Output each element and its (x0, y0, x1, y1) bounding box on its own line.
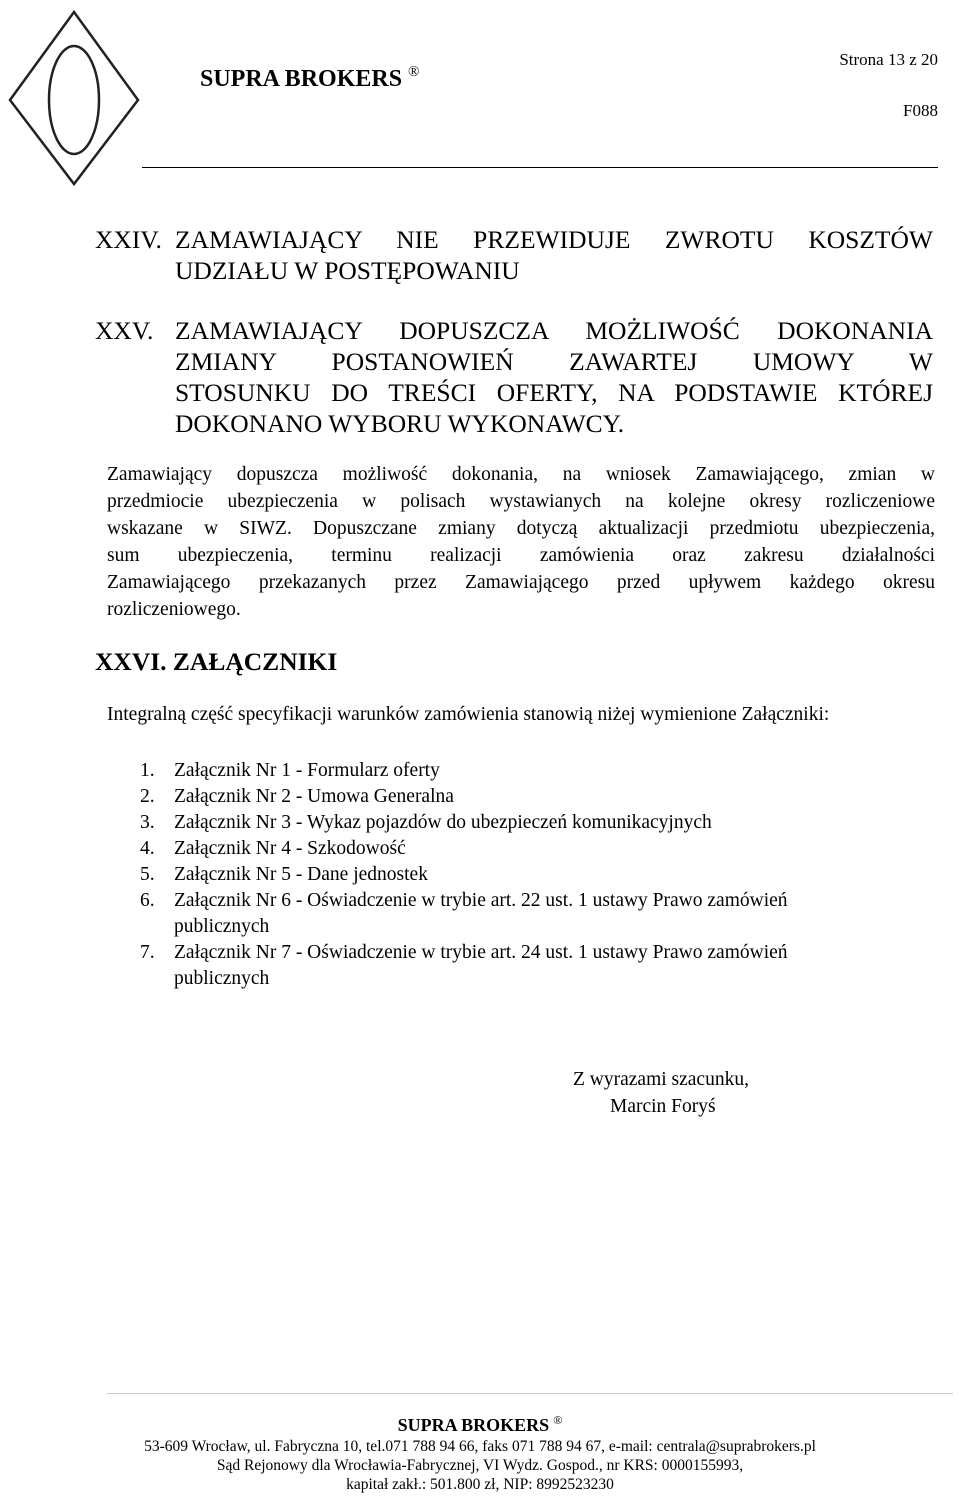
item-number: 1. (140, 760, 155, 781)
item-text-continuation: publicznych (174, 916, 270, 937)
item-number: 3. (140, 812, 155, 833)
registered-mark: ® (553, 1413, 563, 1427)
footer-divider (107, 1393, 953, 1394)
company-logo (6, 8, 142, 188)
item-text: Załącznik Nr 6 - Oświadczenie w trybie art. 22 ust. 1 ustawy Prawo zamówień (174, 890, 788, 911)
heading-line: DOKONANO WYBORU WYKONAWCY. (175, 409, 625, 438)
header-divider (142, 167, 938, 168)
item-number: 4. (140, 838, 155, 859)
item-text-continuation: publicznych (174, 968, 270, 989)
heading-line: ZAMAWIAJĄCY NIE PRZEWIDUJE ZWROTU KOSZTÓW (175, 225, 933, 254)
item-text: Załącznik Nr 5 - Dane jednostek (174, 864, 428, 885)
page-number: Strona 13 z 20 (839, 50, 938, 69)
heading-line: ZMIANY POSTANOWIEŃ ZAWARTEJ UMOWY W (175, 347, 933, 376)
list-item (107, 836, 907, 862)
signature-closing: Z wyrazami szacunku, (573, 1069, 749, 1090)
list-item (107, 810, 907, 836)
list-item (107, 784, 907, 810)
signature-name: Marcin Foryś (610, 1096, 716, 1117)
attachments-list (107, 758, 907, 992)
list-item (107, 758, 907, 784)
item-text: Załącznik Nr 4 - Szkodowość (174, 838, 406, 859)
section-number: XXIV. (95, 225, 162, 254)
paragraph-line: wskazane w SIWZ. Dopuszczane zmiany dotyczą aktualizacji przedmiotu ubezpieczenia, (107, 518, 935, 539)
header-brand: SUPRA BROKERS ® (200, 64, 420, 92)
item-number: 7. (140, 942, 155, 963)
paragraph-line: rozliczeniowego. (107, 599, 241, 620)
item-text: Załącznik Nr 1 - Formularz oferty (174, 760, 440, 781)
item-number: 2. (140, 786, 155, 807)
attachments-intro: Integralną część specyfikacji warunków zamówienia stanowią niżej wymienione Załączniki: (107, 704, 830, 725)
list-item (107, 862, 907, 888)
paragraph-line: przedmiocie ubezpieczenia w polisach wystawianych na kolejne okresy rozliczeniowe (107, 491, 935, 512)
footer-capital: kapitał zakł.: 501.800 zł, NIP: 8992523230 (346, 1476, 614, 1493)
item-number: 6. (140, 890, 155, 911)
item-text: Załącznik Nr 2 - Umowa Generalna (174, 786, 454, 807)
section-xxvi-heading: XXVI. ZAŁĄCZNIKI (95, 647, 338, 676)
footer-court: Sąd Rejonowy dla Wrocławia-Fabrycznej, VI Wydz. Gospod., nr KRS: 0000155993, (216, 1457, 744, 1474)
item-number: 5. (140, 864, 155, 885)
paragraph-line: Zamawiający dopuszcza możliwość dokonania, na wniosek Zamawiającego, zmian w (107, 464, 935, 485)
list-item (107, 888, 907, 940)
paragraph-line: Zamawiającego przekazanych przez Zamawiającego przed upływem każdego okresu (107, 572, 935, 593)
item-text: Załącznik Nr 7 - Oświadczenie w trybie art. 24 ust. 1 ustawy Prawo zamówień (174, 942, 788, 963)
section-number: XXV. (95, 316, 154, 345)
section-xxv-paragraph (107, 461, 935, 623)
paragraph-line: sum ubezpieczenia, terminu realizacji zamówienia oraz zakresu działalności (107, 545, 935, 566)
item-text: Załącznik Nr 3 - Wykaz pojazdów do ubezpieczeń komunikacyjnych (174, 812, 712, 833)
section-xxiv-heading (95, 224, 935, 288)
heading-line: STOSUNKU DO TREŚCI OFERTY, NA PODSTAWIE KTÓREJ (175, 378, 933, 407)
form-code: F088 (903, 101, 938, 120)
registered-mark: ® (408, 64, 420, 80)
footer-brand: SUPRA BROKERS ® (397, 1413, 563, 1435)
list-item (107, 940, 907, 992)
section-xxv-heading (95, 315, 935, 439)
heading-line: UDZIAŁU W POSTĘPOWANIU (175, 256, 520, 285)
heading-line: ZAMAWIAJĄCY DOPUSZCZA MOŻLIWOŚĆ DOKONANIA (175, 316, 933, 345)
footer-address: 53-609 Wrocław, ul. Fabryczna 10, tel.071 788 94 66, faks 071 788 94 67, e-mail: centrala@suprabrokers.pl (144, 1438, 816, 1455)
